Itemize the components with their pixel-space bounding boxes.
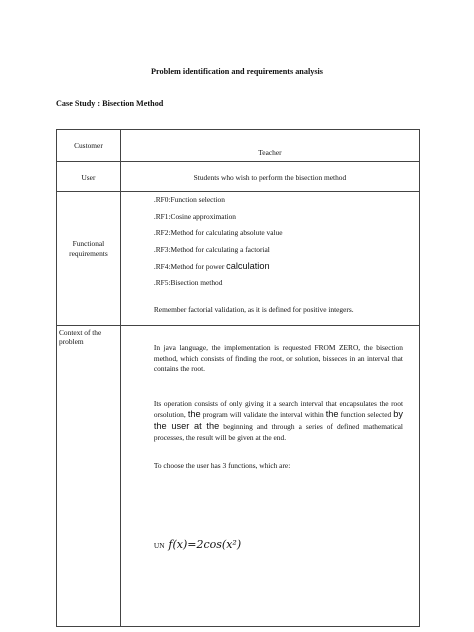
context-paragraph-3: To choose the user has 3 functions, which are: xyxy=(153,461,291,471)
table-row-customer xyxy=(57,130,420,162)
list-item: .RF2:Method for calculating absolute value xyxy=(153,228,283,238)
functional-requirements-label: Functional requirements xyxy=(69,239,108,258)
case-study-heading: Case Study : Bisection Method xyxy=(56,99,164,108)
list-item: .RF3:Method for calculating a factorial xyxy=(153,244,270,254)
list-item: .RF4:Method for power calculation xyxy=(153,261,270,272)
table-row-user xyxy=(57,162,420,192)
table-row-functional-requirements xyxy=(57,192,420,326)
requirements-list xyxy=(121,192,419,295)
context-label: Context of the problem xyxy=(59,328,102,346)
requirements-table xyxy=(56,129,420,627)
requirements-note: Remember factorial validation, as it is defined for positive integers. xyxy=(153,304,354,314)
formula-expression: f(x)=2cos(x²) xyxy=(168,537,242,551)
customer-value: Teacher xyxy=(258,148,282,157)
list-item: .RF0:Function selection xyxy=(153,195,225,204)
table-row-context xyxy=(57,326,420,627)
list-item: .RF5:Bisection method xyxy=(153,277,223,287)
list-item: .RF1:Cosine approximation xyxy=(153,211,236,221)
document-title: Problem identification and requirements analysis xyxy=(151,67,323,76)
user-value: Students who wish to perform the bisection method xyxy=(193,173,347,182)
user-label: User xyxy=(81,173,96,182)
function-formula: UN f(x)=2cos(x²) xyxy=(153,537,242,551)
context-paragraph-2: Its operation consists of only giving it a search interval that encapsulates the root orsolution, the program will validate the interval within the function selected by the user at the beginning and through a series of defined mathematical processes, the result will be given at the end. xyxy=(153,398,403,442)
context-paragraph-1: In java language, the implementation is requested FROM ZERO, the bisection method, which consists of finding the root, or solution, bisseces in an interval that contains the root. xyxy=(153,343,403,374)
customer-label: Customer xyxy=(74,141,103,150)
